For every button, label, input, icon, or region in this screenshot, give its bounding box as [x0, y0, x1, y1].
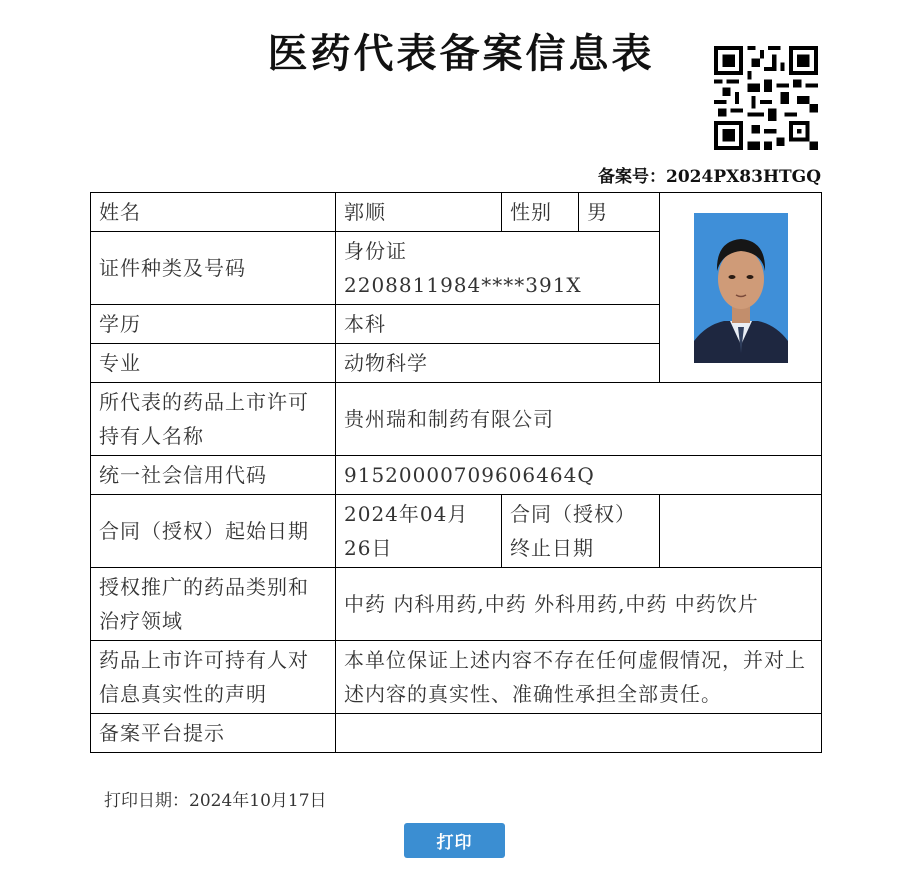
label-gender: 性别 — [502, 193, 579, 232]
value-statement: 本单位保证上述内容不存在任何虚假情况，并对上述内容的真实性、准确性承担全部责任。 — [336, 641, 822, 714]
value-id: 身份证 2208811984****391X — [336, 232, 660, 305]
label-statement: 药品上市许可持有人对信息真实性的声明 — [91, 641, 336, 714]
value-holder: 贵州瑞和制药有限公司 — [336, 383, 822, 456]
record-number: 备案号：2024PX83HTGQ — [598, 167, 821, 187]
label-scope: 授权推广的药品类别和治疗领域 — [91, 568, 336, 641]
value-name: 郭顺 — [336, 193, 502, 232]
label-name: 姓名 — [91, 193, 336, 232]
photo-cell — [660, 193, 822, 383]
label-end-date: 合同（授权）终止日期 — [502, 495, 660, 568]
value-start-date: 2024年04月26日 — [336, 495, 502, 568]
label-credit-code: 统一社会信用代码 — [91, 456, 336, 495]
page-title: 医药代表备案信息表 — [267, 30, 655, 77]
label-platform-hint: 备案平台提示 — [91, 714, 336, 753]
value-credit-code: 91520000709606464Q — [336, 456, 822, 495]
value-major: 动物科学 — [336, 344, 660, 383]
label-holder: 所代表的药品上市许可持有人名称 — [91, 383, 336, 456]
value-scope: 中药 内科用药,中药 外科用药,中药 中药饮片 — [336, 568, 822, 641]
print-date: 打印日期：2024年10月17日 — [104, 791, 327, 811]
label-major: 专业 — [91, 344, 336, 383]
value-end-date — [660, 495, 822, 568]
label-start-date: 合同（授权）起始日期 — [91, 495, 336, 568]
value-education: 本科 — [336, 305, 660, 344]
value-platform-hint — [336, 714, 822, 753]
info-table — [90, 192, 822, 753]
print-button[interactable]: 打印 — [404, 823, 505, 858]
label-education: 学历 — [91, 305, 336, 344]
label-id-type: 证件种类及号码 — [91, 232, 336, 305]
id-photo — [694, 213, 788, 363]
qr-code — [714, 46, 818, 150]
value-gender: 男 — [579, 193, 660, 232]
